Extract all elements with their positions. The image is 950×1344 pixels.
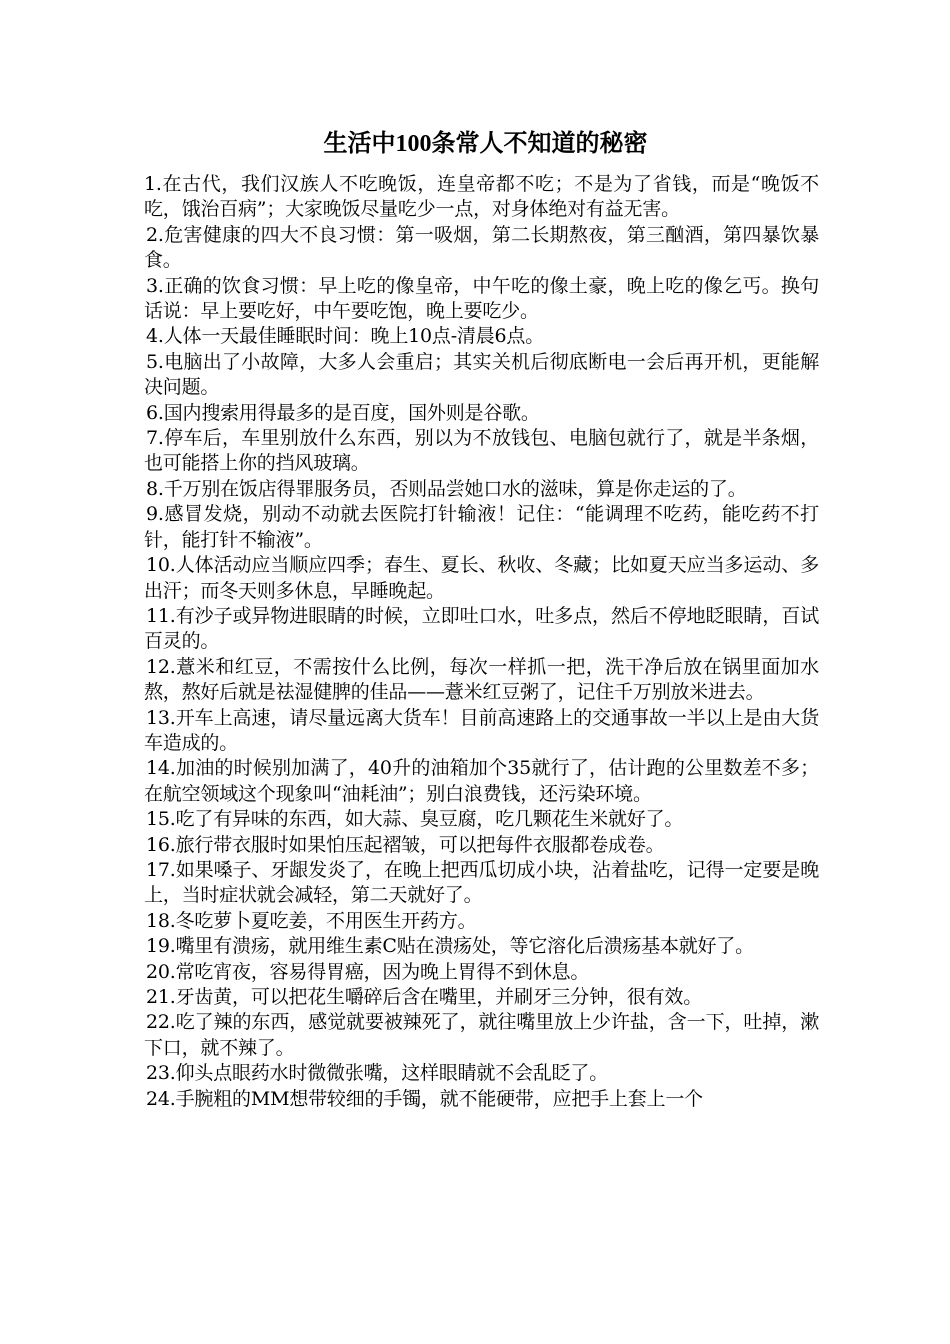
list-item: 6.国内搜索用得最多的是百度，国外则是谷歌。 [146, 401, 540, 424]
list-item: 7.停车后，车里别放什么东西，别以为不放钱包、电脑包就行了，就是半条烟，也可能搭上你的挡风玻璃。 [144, 427, 819, 475]
list-item: 4.人体一天最佳睡眠时间：晚上10点-清晨6点。 [146, 325, 545, 348]
list-item: 17.如果嗓子、牙龈发炎了，在晚上把西瓜切成小块，沾着盐吃，记得一定要是晚上，当时症状就会减轻，第二天就好了。 [144, 858, 819, 907]
document-page [144, 128, 819, 1112]
document-title: 生活中100条常人不知道的秘密 [323, 131, 648, 157]
list-item: 5.电脑出了小故障，大多人会重启；其实关机后彻底断电一会后再开机，更能解决问题。 [144, 350, 819, 399]
list-item: 12.薏米和红豆，不需按什么比例，每次一样抓一把，洗干净后放在锅里面加水熬，熬好后就是祛湿健脾的佳品——薏米红豆粥了，记住千万别放米进去。 [144, 655, 819, 704]
list-item: 24.手腕粗的MM想带较细的手镯，就不能硬带，应把手上套上一个 [146, 1087, 703, 1110]
list-item: 19.嘴里有溃疡，就用维生素C贴在溃疡处，等它溶化后溃疡基本就好了。 [146, 935, 754, 958]
list-item: 8.千万别在饭店得罪服务员，否则品尝她口水的滋味，算是你走运的了。 [146, 477, 747, 500]
list-item: 14.加油的时候别加满了，40升的油箱加个35就行了，估计跑的公里数差不多；在航空领域这个现象叫“油耗油”；别白浪费钱，还污染环境。 [144, 757, 819, 805]
list-item: 22.吃了辣的东西，感觉就要被辣死了，就往嘴里放上少许盐，含一下，吐掉，漱下口，就不辣了。 [144, 1011, 819, 1059]
list-item: 3.正确的饮食习惯：早上吃的像皇帝，中午吃的像土豪，晚上吃的像乞丐。换句话说：早上要吃好，中午要吃饱，晚上要吃少。 [144, 274, 819, 323]
list-item: 21.牙齿黄，可以把花生嚼碎后含在嘴里，并刷牙三分钟，很有效。 [146, 986, 703, 1008]
list-item: 18.冬吃萝卜夏吃姜，不用医生开药方。 [146, 909, 477, 932]
list-item: 10.人体活动应当顺应四季；春生、夏长、秋收、冬藏；比如夏天应当多运动、多出汗；而冬天则多休息，早睡晚起。 [144, 554, 819, 602]
list-item: 11.有沙子或异物进眼睛的时候，立即吐口水，吐多点，然后不停地眨眼睛，百试百灵的。 [144, 604, 819, 653]
list-item: 2.危害健康的四大不良习惯：第一吸烟，第二长期熬夜，第三酗酒，第四暴饮暴食。 [144, 223, 819, 272]
list-item: 9.感冒发烧，别动不动就去医院打针输液！记住：“能调理不吃药，能吃药不打针，能打针不输液”。 [144, 503, 819, 551]
list-item: 16.旅行带衣服时如果怕压起褶皱，可以把每件衣服都卷成卷。 [146, 833, 665, 856]
tips-list [144, 172, 819, 1112]
list-item: 13.开车上高速，请尽量远离大货车！目前高速路上的交通事故一半以上是由大货车造成的。 [144, 706, 819, 754]
list-item: 1.在古代，我们汉族人不吃晚饭，连皇帝都不吃；不是为了省钱，而是“晚饭不吃，饿治百病”；大家晚饭尽量吃少一点，对身体绝对有益无害。 [144, 173, 819, 221]
list-item: 23.仰头点眼药水时微微张嘴，这样眼睛就不会乱眨了。 [146, 1062, 609, 1085]
list-item: 20.常吃宵夜，容易得胃癌，因为晚上胃得不到休息。 [146, 960, 590, 983]
list-item: 15.吃了有异味的东西，如大蒜、臭豆腐，吃几颗花生米就好了。 [146, 808, 684, 831]
